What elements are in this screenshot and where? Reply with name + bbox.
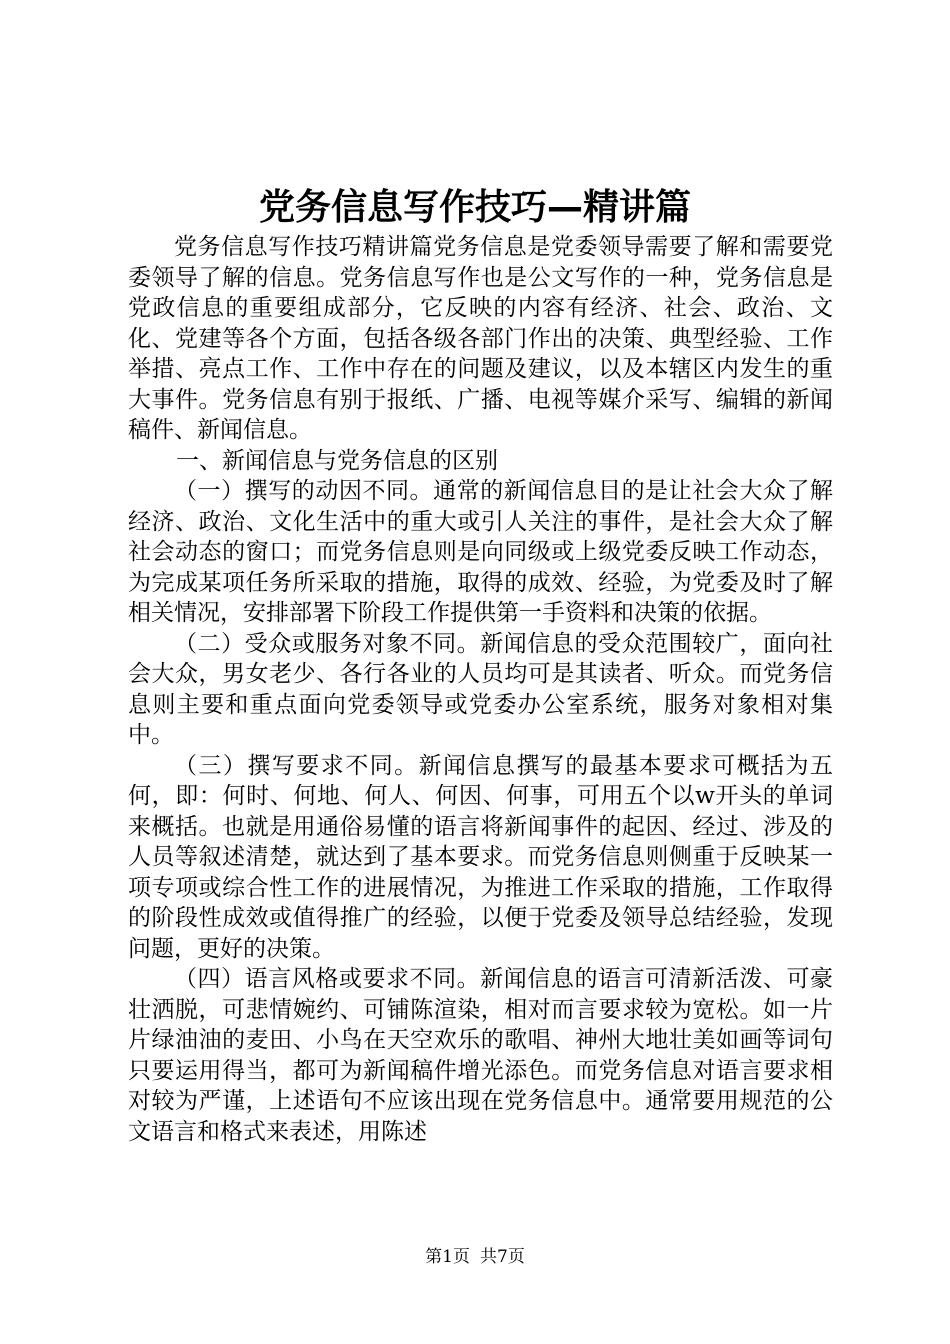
point-paragraph-3: [128, 751, 833, 965]
point-lead: （一）撰写的动因不同。: [174, 478, 434, 504]
document-body: [128, 232, 833, 1147]
section-heading: 一、新闻信息与党务信息的区别: [176, 447, 498, 474]
point-paragraph-2: [128, 629, 833, 751]
point-text: 新闻信息的受众范围较广，面向社会大众，男女老少、各行各业的人员均可是其读者、听众。而党务信息则主要和重点面向党委领导或党委办公室系统，服务对象相对集中。: [128, 630, 834, 748]
point-paragraph-1: [128, 476, 833, 629]
point-lead: （三）撰写要求不同。: [174, 752, 419, 779]
point-paragraph-4: [128, 964, 833, 1147]
page-total: 共7页: [480, 1247, 525, 1267]
point-text: 通常的新闻信息目的是让社会大众了解经济、政治、文化生活中的重大或引人关注的事件，是社会大众了解社会动态的窗口；而党务信息则是向同级或上级党委反映工作动态，为完成某项任务所采取的措施，取得的成效、经验，为党委及时了解相关情况，安排部署下阶段工作提供第一手资料和决策的依据。: [128, 478, 834, 626]
point-text: 新闻信息撰写的最基本要求可概括为五何，即：何时、何地、何人、何因、何事，可用五个以w开头的单词来概括。也就是用通俗易懂的语言将新闻事件的起因、经过、涉及的人员等叙述清楚，就达到了基本要求。而党务信息则侧重于反映某一项专项或综合性工作的进展情况，为推进工作采取的措施，工作取得的阶段性成效或值得推广的经验，以便于党委及领导总结经验，发现问题，更好的决策。: [128, 752, 834, 962]
point-lead: （二）受众或服务对象不同。: [174, 630, 481, 657]
document-title: 党务信息写作技巧—精讲篇: [258, 187, 691, 228]
page-number: 第1页: [425, 1247, 470, 1267]
point-lead: （四）语言风格或要求不同。: [174, 966, 481, 992]
intro-paragraph: 党务信息写作技巧精讲篇党务信息是党委领导需要了解和需要党委领导了解的信息。党务信息写作也是公文写作的一种，党务信息是党政信息的重要组成部分，它反映的内容有经济、社会、政治、文化、党建等各个方面，包括各级各部门作出的决策、典型经验、工作举措、亮点工作、工作中存在的问题及建议，以及本辖区内发生的重大事件。党务信息有别于报纸、广播、电视等媒介采写、编辑的新闻稿件、新闻信息。: [128, 234, 833, 443]
page-footer: [0, 1246, 950, 1268]
point-text: 新闻信息的语言可清新活泼、可豪壮洒脱，可悲情婉约、可铺陈渲染，相对而言要求较为宽松。如一片片绿油油的麦田、小鸟在天空欢乐的歌唱、神州大地壮美如画等词句只要运用得当，都可为新闻稿件增光添色。而党务信息对语言要求相对较为严谨，上述语句不应该出现在党务信息中。通常要用规范的公文语言和格式来表述，用陈述: [128, 966, 834, 1145]
